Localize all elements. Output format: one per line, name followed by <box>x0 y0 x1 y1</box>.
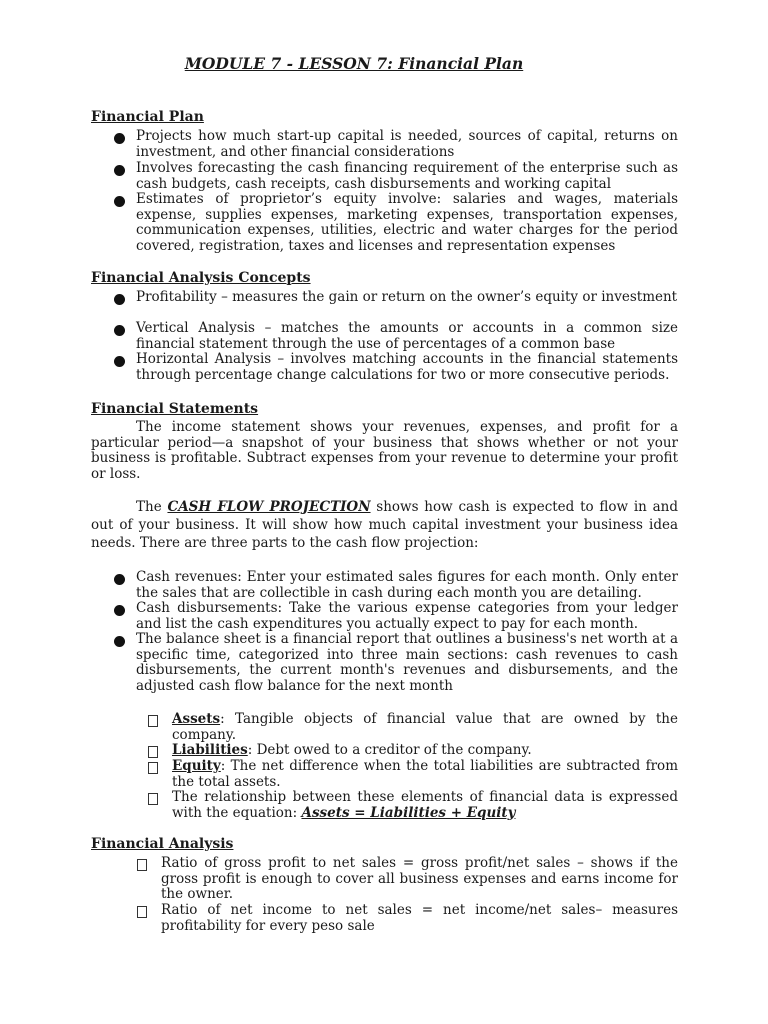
paragraph-text-start: The <box>136 499 168 515</box>
definition-text: : The net difference when the total liabilities are subtracted from the total assets. <box>172 758 678 790</box>
list-item <box>114 192 678 254</box>
bullet-icon <box>114 325 125 336</box>
sub-list-item <box>148 712 678 743</box>
definition-text: : Tangible objects of financial value that are owned by the company. <box>172 711 678 743</box>
list-item <box>114 601 678 632</box>
bullet-icon <box>114 605 125 616</box>
square-bullet-icon <box>148 762 158 774</box>
square-bullet-icon <box>148 793 158 805</box>
list-item-text: The balance sheet is a financial report that outlines a business's net worth at a specific time, categorized into three main sections: cash revenues to cash disbursements, the current month's revenues and disbursements, and the adjusted cash flow balance for the next month <box>136 631 678 694</box>
list-item <box>114 161 678 192</box>
analysis-concepts-heading: Financial Analysis Concepts <box>91 270 311 286</box>
list-item <box>114 632 678 694</box>
square-bullet-icon <box>148 746 158 758</box>
bullet-icon <box>114 636 125 647</box>
square-bullet-icon <box>137 906 147 918</box>
equity-term: Equity <box>172 758 221 774</box>
accounting-equation: Assets = Liabilities + Equity <box>301 804 516 821</box>
financial-analysis-heading: Financial Analysis <box>91 836 234 852</box>
list-item-text: Vertical Analysis – matches the amounts or accounts in a common size financial statement through the use of percentages of a common base <box>136 320 678 352</box>
list-item <box>114 570 678 601</box>
financial-plan-heading: Financial Plan <box>91 109 204 125</box>
sub-list-item-text <box>172 712 678 743</box>
list-item <box>114 352 678 383</box>
income-statement-paragraph <box>91 420 678 482</box>
bullet-icon <box>114 196 125 207</box>
list-item-text: Cash revenues: Enter your estimated sales figures for each month. Only enter the sales that are collectible in cash during each month you are detailing. <box>136 569 678 601</box>
sub-list-item <box>137 903 678 934</box>
bullet-icon <box>114 294 125 305</box>
bullet-icon <box>114 574 125 585</box>
liabilities-term: Liabilities <box>172 742 248 758</box>
list-item-text: Cash disbursements: Take the various expense categories from your ledger and list the cash expenditures you actually expect to pay for each month. <box>136 600 678 632</box>
sub-list-item <box>137 856 678 903</box>
definition-text: : Debt owed to a creditor of the company. <box>247 742 532 758</box>
sub-list-item <box>148 790 678 821</box>
list-item-text: Projects how much start-up capital is needed, sources of capital, returns on investment, and other financial considerations <box>136 128 678 160</box>
list-item-text: Involves forecasting the cash financing requirement of the enterprise such as cash budgets, cash receipts, cash disbursements and working capital <box>136 160 678 192</box>
sub-list-item-text: Ratio of net income to net sales = net income/net sales– measures profitability for every peso sale <box>161 902 678 934</box>
square-bullet-icon <box>148 715 158 727</box>
sub-list-item-text: Ratio of gross profit to net sales = gross profit/net sales – shows if the gross profit is enough to cover all business expenses and earns income for the owner. <box>161 855 678 902</box>
sub-list-item-text <box>172 743 678 759</box>
sub-list-item <box>148 743 678 759</box>
sub-list-item-text <box>172 759 678 790</box>
list-item <box>114 129 678 160</box>
list-item-text: Horizontal Analysis – involves matching accounts in the financial statements through percentage change calculations for two or more consecutive periods. <box>136 351 678 383</box>
paragraph-text: The income statement shows your revenues, expenses, and profit for a particular period—a snapshot of your business that shows whether or not your business is profitable. Subtract expenses from your revenue to determine your profit or loss. <box>91 419 678 482</box>
sub-list-item-text <box>172 790 678 821</box>
bullet-icon <box>114 133 125 144</box>
sub-list-item <box>148 759 678 790</box>
financial-statements-heading: Financial Statements <box>91 401 259 417</box>
list-item <box>114 321 678 352</box>
list-item-text: Profitability – measures the gain or return on the owner’s equity or investment <box>136 289 678 305</box>
relationship-text: The relationship between these elements of financial data is expressed with the equation: <box>172 789 678 821</box>
cash-flow-projection-term: CASH FLOW PROJECTION <box>167 499 371 515</box>
bullet-icon <box>114 165 125 176</box>
page-title: MODULE 7 - LESSON 7: Financial Plan <box>184 54 524 73</box>
assets-term: Assets <box>172 711 221 727</box>
square-bullet-icon <box>137 859 147 871</box>
list-item-text: Estimates of proprietor’s equity involve: salaries and wages, materials expense, supplies expenses, marketing expenses, transportation expenses, communication expenses, utilities, electric and water charges for the period covered, registration, taxes and licenses and representation expenses <box>136 191 678 254</box>
bullet-icon <box>114 356 125 367</box>
cash-flow-paragraph <box>91 498 678 552</box>
paragraph-text-end: shows how cash is expected to flow in and out of your business. It will show how much capital investment your business idea needs. There are three parts to the cash flow projection: <box>91 499 678 551</box>
list-item <box>114 290 678 306</box>
